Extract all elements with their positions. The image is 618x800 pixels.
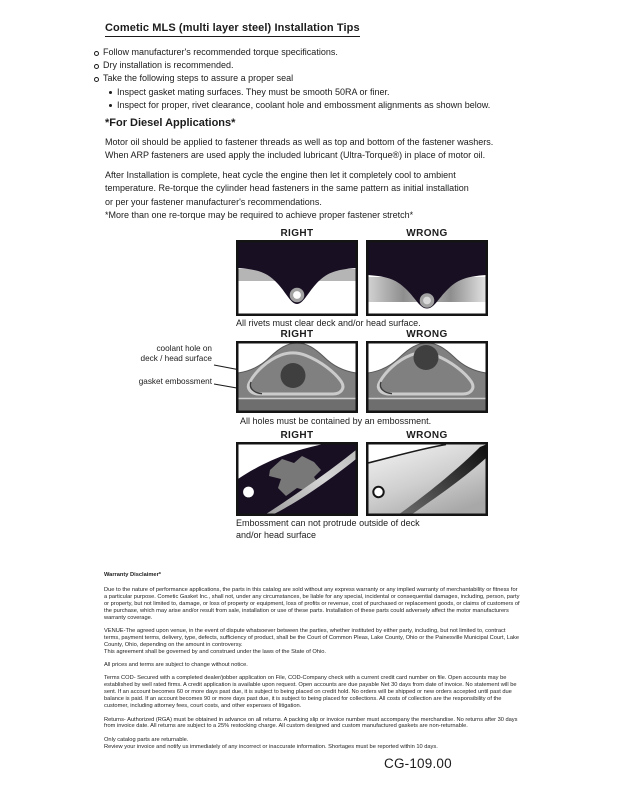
row3-caption bbox=[236, 517, 476, 541]
paragraph-line: temperature. Re-torque the cylinder head fasteners in the same pattern as initial installation bbox=[105, 183, 469, 194]
tip-subitem: Inspect gasket mating surfaces. They must be smooth 50RA or finer. bbox=[109, 86, 534, 99]
figure-rivet-right bbox=[236, 240, 358, 316]
disclaimer-heading: Warranty Disclaimer* bbox=[104, 572, 162, 578]
document-code: CG-109.00 bbox=[384, 756, 452, 771]
caption-line: Embossment can not protrude outside of deck bbox=[236, 518, 420, 528]
tip-subitem: Inspect for proper, rivet clearance, coolant hole and embossment alignments as shown below. bbox=[109, 99, 534, 112]
disclaimer-terms-paragraph: Terms COD- Secured with a completed dealer/jobber application on File, COD-Company check with a current credit card number on file. Open accounts may be established by well rated firms. A credit application is available upon request. Open accounts are due payable Net 30 days from date of invoice. No statement will be sent. If an account becomes 60 or more days past due, it is subject to being placed on credit hold. No orders will be shipped or new orders accepted until past due balance is paid. If an account becomes 90 or more days past due, it is subject to being placed for collections. All costs of collection are the responsibility of the customer, including attorney fees, court costs, and other expenses of litigation. bbox=[104, 675, 517, 710]
figure-label-wrong: WRONG bbox=[406, 228, 448, 239]
caption-line: and/or head surface bbox=[236, 530, 317, 540]
protrusion-wrong-diagram bbox=[366, 442, 488, 516]
disclaimer-returnable-text: Only catalog parts are returnable. bbox=[104, 736, 189, 743]
figure-protrusion-right bbox=[236, 442, 358, 516]
installation-tips-list bbox=[94, 46, 534, 112]
paragraph-line: Motor oil should be applied to fastener threads as well as top and bottom of the fastener washers. bbox=[105, 137, 494, 147]
disclaimer-review-text: Review your invoice and notify us immediately of any incorrect or inaccurate information. Shortages must be reported within 10 days. bbox=[104, 743, 438, 750]
disclaimer-returnable-paragraph bbox=[104, 737, 521, 751]
disclaimer-prices-paragraph: All prices and terms are subject to change without notice. bbox=[104, 662, 248, 669]
diesel-section-heading: *For Diesel Applications* bbox=[105, 117, 236, 129]
protrusion-right-diagram bbox=[236, 442, 358, 516]
figure-embossment-wrong bbox=[366, 341, 488, 413]
figure-protrusion-wrong bbox=[366, 442, 488, 516]
row1-caption: All rivets must clear deck and/or head surface. bbox=[236, 318, 421, 328]
tip-item: Take the following steps to assure a proper seal bbox=[94, 72, 534, 85]
diesel-paragraph-1 bbox=[105, 136, 545, 163]
figure-rivet-wrong bbox=[366, 240, 488, 316]
retorque-note: *More than one re-torque may be required to achieve proper fastener stretch* bbox=[105, 210, 414, 220]
disclaimer-returns-paragraph: Returns- Authorized (RGA) must be obtained in advance on all returns. A packing slip or invoice number must accompany the merchandise. No returns after 30 days from invoice date. All returns are subject to a 25% restocking charge. All custom designed and custom manufactured gaskets are non-returnable. bbox=[104, 716, 518, 730]
disclaimer-warranty-paragraph: Due to the nature of performance applications, the parts in this catalog are sold without any express warranty or any implied warranty of merchantability or fitness for a particular purpose. Cometic Gasket Inc., shall not, under any circumstances, be liable for any special, incidental or consequential damages, including, person, party or property, but not limited to, damage, or loss of property or equipment, loss of profits or revenue, cost of purchased or replacement goods, or claims of customers of the purchase, which may arise and/or result from sale, installation or use of these parts. Installation of these parts could adversely affect the motor manufacturers warranty coverage. bbox=[104, 586, 520, 621]
tip-item: Dry installation is recommended. bbox=[94, 59, 534, 72]
gasket-embossment-callout: gasket embossment bbox=[138, 377, 212, 386]
figure-embossment-right bbox=[236, 341, 358, 413]
paragraph-line: When ARP fasteners are used apply the included lubricant (Ultra-Torque®) in place of motor oil. bbox=[105, 150, 486, 161]
callout-line: deck / head surface bbox=[140, 354, 212, 363]
callout-line: coolant hole on bbox=[156, 344, 212, 353]
figure-label-wrong: WRONG bbox=[406, 329, 448, 340]
page-title: Cometic MLS (multi layer steel) Installation Tips bbox=[105, 22, 360, 37]
figure-label-wrong: WRONG bbox=[406, 430, 448, 441]
rivet-clearance-wrong-diagram bbox=[366, 240, 488, 316]
rivet-clearance-right-diagram bbox=[236, 240, 358, 316]
warranty-disclaimer bbox=[104, 572, 521, 757]
figure-label-right: RIGHT bbox=[280, 430, 314, 441]
disclaimer-governing-law: This agreement shall be governed by and construed under the laws of the State of Ohio. bbox=[104, 648, 326, 655]
figure-label-right: RIGHT bbox=[280, 329, 314, 340]
row2-caption: All holes must be contained by an embossment. bbox=[240, 416, 432, 426]
coolant-hole-wrong-diagram bbox=[366, 341, 488, 413]
tip-item: Follow manufacturer's recommended torque specifications. bbox=[94, 46, 534, 59]
disclaimer-venue-paragraph bbox=[104, 628, 521, 656]
paragraph-line: After Installation is complete, heat cycle the engine then let it completely cool to ambient bbox=[105, 170, 456, 180]
disclaimer-venue-text: VENUE-The agreed upon venue, in the event of dispute whatsoever between the parties, whether instituted by either party, including, but not limited to, contract terms, payment terms, delivery, type, defects, sufficiency of product, shall be the Court of Common Pleas, Lake County, Ohio or the Painesville Municipal Court, Lake County, Ohio, depending on the amount in controversy. bbox=[104, 627, 520, 648]
figure-label-right: RIGHT bbox=[280, 228, 314, 239]
coolant-hole-right-diagram bbox=[236, 341, 358, 413]
diesel-paragraph-2 bbox=[105, 169, 545, 209]
paragraph-line: or per your fastener manufacturer's recommendations. bbox=[105, 196, 322, 207]
